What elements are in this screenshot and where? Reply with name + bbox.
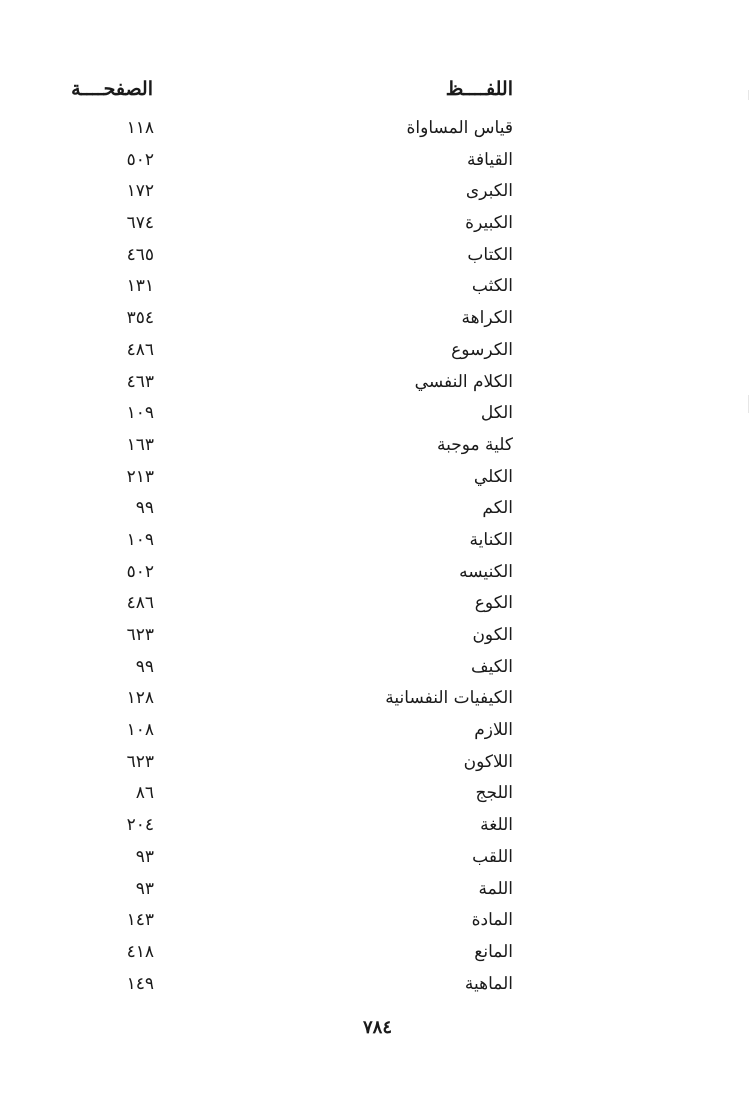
column-header-page: الصفحــــة	[71, 78, 153, 100]
entry-page-number: ٩٩	[135, 498, 154, 519]
entry-word: الكتاب	[467, 244, 513, 265]
entry-word: اللقب	[472, 846, 513, 867]
entry-page-number: ٨٦	[135, 783, 154, 804]
index-entry	[0, 148, 755, 180]
column-header-word: اللفــــظ	[445, 78, 513, 100]
entry-word: اللازم	[474, 720, 513, 741]
index-entry	[0, 781, 755, 813]
index-entry	[0, 401, 755, 433]
entry-page-number: ٤٦٣	[126, 371, 154, 392]
entry-word: الكم	[482, 498, 513, 519]
entry-word: قياس المساواة	[406, 118, 513, 138]
index-entry	[0, 845, 755, 877]
entry-page-number: ٤٦٥	[126, 244, 154, 265]
entry-page-number: ٥٠٢	[126, 561, 154, 582]
entry-word: الكرسوع	[451, 339, 513, 360]
entry-page-number: ٣٥٤	[126, 308, 154, 329]
index-entry	[0, 560, 755, 592]
entry-page-number: ٥٠٢	[126, 149, 154, 170]
index-entry	[0, 243, 755, 275]
entry-word: الكلي	[473, 466, 513, 487]
entry-page-number: ٢١٣	[126, 466, 154, 487]
entry-word: الكبيرة	[465, 213, 513, 234]
entry-page-number: ٩٣	[135, 878, 154, 899]
index-entry	[0, 813, 755, 845]
index-entry	[0, 274, 755, 306]
entry-page-number: ١٠٩	[126, 403, 154, 424]
entry-page-number: ١٧٢	[126, 181, 154, 202]
entry-word: اللمة	[478, 878, 513, 899]
index-entry	[0, 655, 755, 687]
index-entry	[0, 972, 755, 1004]
index-entry	[0, 877, 755, 909]
index-entry	[0, 940, 755, 972]
entry-word: الكنيسه	[459, 561, 513, 582]
entry-word: الكوع	[474, 593, 513, 614]
entry-page-number: ١٠٩	[126, 529, 154, 550]
entry-page-number: ٤١٨	[126, 941, 154, 962]
entry-page-number: ١٢٨	[126, 688, 154, 709]
entry-page-number: ٢٠٤	[126, 815, 154, 836]
entry-word: الكبرى	[465, 181, 513, 202]
entry-word: الكناية	[469, 529, 513, 550]
entry-word: الكراهة	[461, 308, 513, 329]
index-entry	[0, 528, 755, 560]
entry-word: الكل	[480, 403, 513, 424]
index-entry	[0, 718, 755, 750]
index-entry	[0, 908, 755, 940]
entry-word: اللاكون	[463, 751, 513, 772]
entry-word: كلية موجبة	[436, 434, 513, 455]
entry-word: الكثب	[471, 276, 513, 297]
entry-word: القيافة	[466, 149, 513, 170]
index-entry	[0, 686, 755, 718]
entry-word: اللجج	[475, 783, 513, 804]
index-entry	[0, 465, 755, 497]
page-number: ٧٨٤	[362, 1017, 392, 1038]
entry-page-number: ١٦٣	[126, 434, 154, 455]
index-entry	[0, 338, 755, 370]
index-entry	[0, 591, 755, 623]
entry-word: المانع	[474, 941, 513, 962]
index-list	[0, 116, 755, 1003]
entry-page-number: ١٤٣	[126, 910, 154, 931]
entry-page-number: ٤٨٦	[126, 339, 154, 360]
margin-mark	[748, 395, 755, 413]
entry-page-number: ١٠٨	[126, 720, 154, 741]
entry-word: الكلام النفسي	[414, 371, 513, 392]
index-entry	[0, 433, 755, 465]
entry-word: الكون	[472, 625, 513, 645]
index-entry	[0, 370, 755, 402]
entry-word: الكيف	[470, 656, 513, 677]
entry-word: الكيفيات النفسانية	[385, 688, 513, 709]
index-entry	[0, 211, 755, 243]
entry-page-number: ٦٧٤	[126, 213, 154, 234]
entry-page-number: ٦٢٣	[126, 625, 154, 645]
index-entry	[0, 496, 755, 528]
entry-page-number: ٤٨٦	[126, 593, 154, 614]
entry-word: الماهية	[464, 973, 513, 994]
entry-page-number: ٩٣	[135, 846, 154, 867]
entry-page-number: ١٤٩	[126, 973, 154, 994]
index-entry	[0, 306, 755, 338]
entry-page-number: ١١٨	[126, 118, 154, 138]
index-entry	[0, 179, 755, 211]
margin-mark	[748, 90, 755, 100]
index-entry	[0, 623, 755, 655]
entry-word: المادة	[471, 910, 513, 931]
entry-word: اللغة	[480, 815, 513, 836]
index-entry	[0, 750, 755, 782]
entry-page-number: ١٣١	[126, 276, 154, 297]
index-entry	[0, 116, 755, 148]
entry-page-number: ٩٩	[135, 656, 154, 677]
entry-page-number: ٦٢٣	[126, 751, 154, 772]
